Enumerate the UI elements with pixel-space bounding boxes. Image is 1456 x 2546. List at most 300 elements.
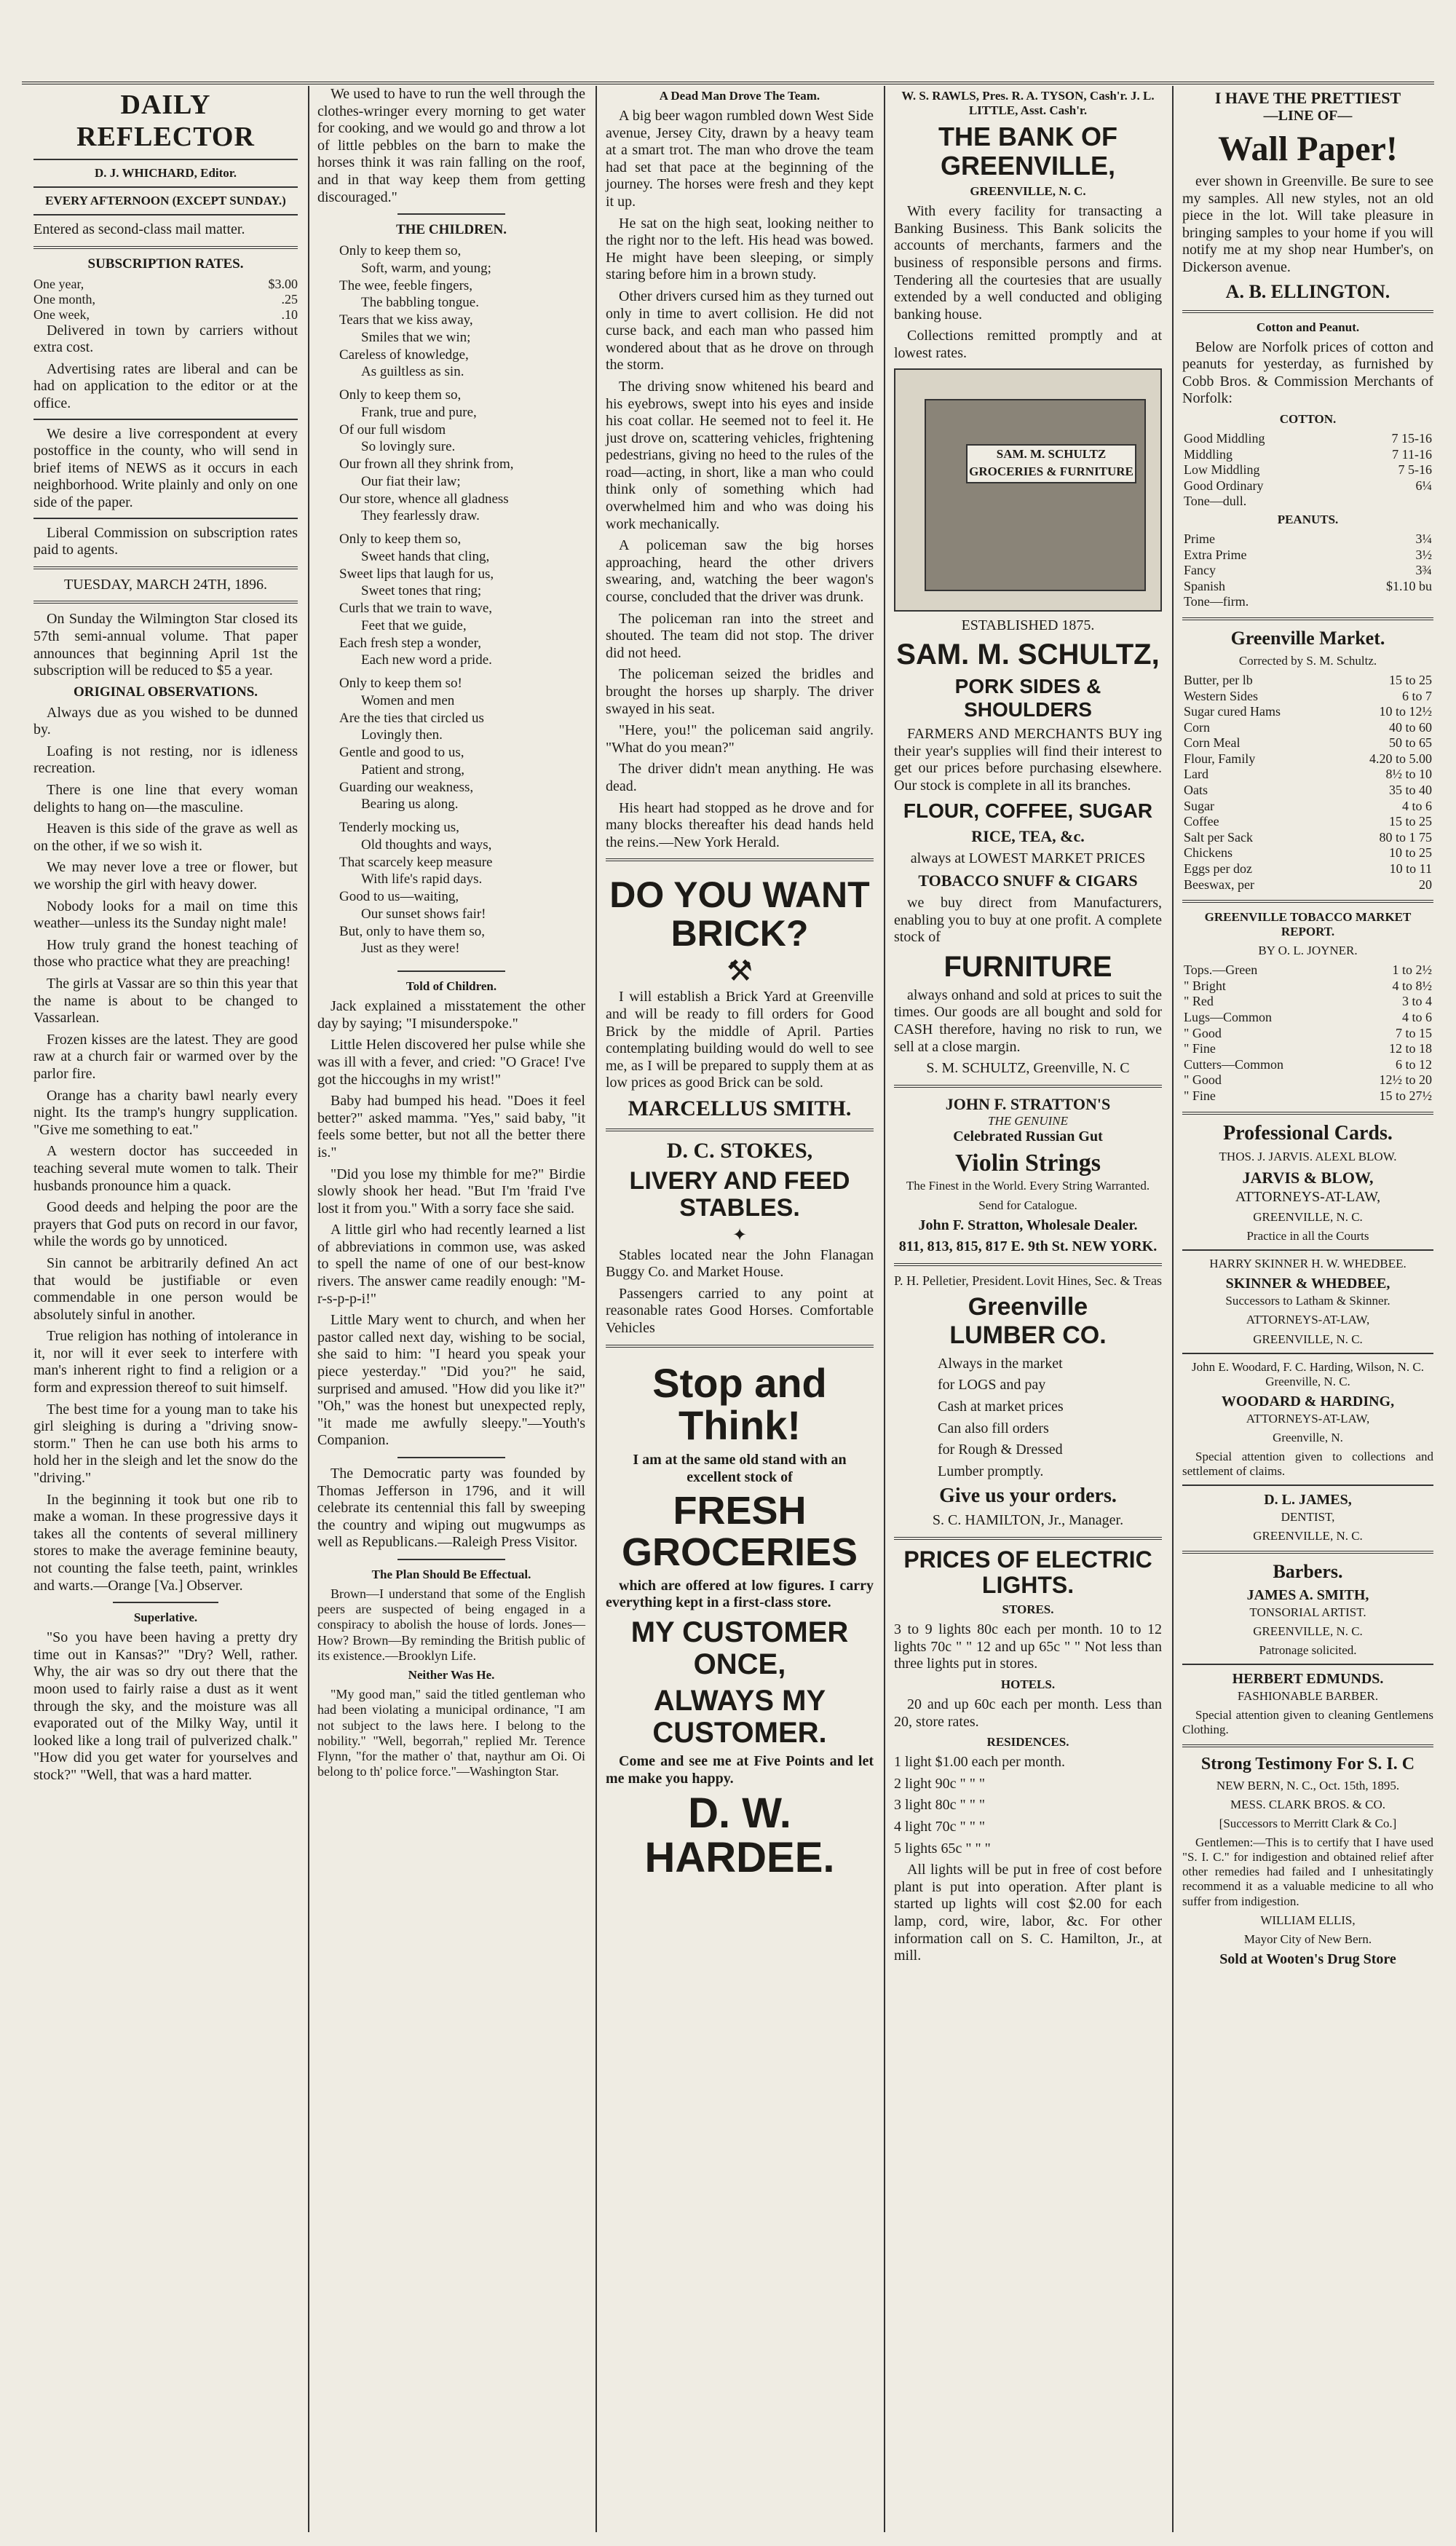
price-row: [1182, 1041, 1433, 1057]
observation-item: The girls at Vassar are so thin this year that the name is about to be changed to Vassarlean.: [33, 976, 298, 1027]
price-label: Good Ordinary: [1184, 478, 1264, 493]
market-heading: Greenville Market.: [1230, 627, 1385, 649]
poem-line: That scarcely keep measure: [339, 854, 493, 870]
james-name: D. L. JAMES,: [1264, 1491, 1352, 1508]
price-label: Oats: [1184, 783, 1208, 798]
flourish-icon: ✦: [732, 1225, 748, 1245]
bank-name: THE BANK OF GREENVILLE,: [938, 122, 1117, 181]
price-value: 7 15-16: [1391, 430, 1432, 446]
price-label: Corn Meal: [1184, 735, 1241, 751]
poem-line: Good to us—waiting,: [339, 889, 459, 905]
superlative-heading: Superlative.: [133, 1610, 198, 1625]
testimony-text: Gentlemen:—This is to certify that I have used "S. I. C." for indigestion and obtained relief after other remedies had failed and I unhesitatingly recommend it as a valuable medicine to all who suffer from indigestion.: [1182, 1835, 1433, 1908]
poem-line: Careless of knowledge,: [339, 347, 469, 363]
smith-role: TONSORIAL ARTIST.: [1249, 1605, 1366, 1619]
poem-line: Curls that we train to wave,: [339, 601, 493, 617]
poem-line: Frank, true and pure,: [361, 404, 477, 420]
divider: [33, 246, 298, 249]
residence-rate: 1 light $1.00 each per month.: [894, 1754, 1065, 1771]
price-row: [1182, 979, 1433, 995]
observation-item: Loafing is not resting, nor is idleness recreation.: [33, 743, 298, 777]
poem-line: Feet that we guide,: [361, 617, 467, 633]
story-paragraph: The driver didn't mean anything. He was dead.: [606, 761, 874, 794]
jarvis-names: THOS. J. JARVIS. ALEXL BLOW.: [1219, 1149, 1397, 1163]
edmunds-role: FASHIONABLE BARBER.: [1237, 1689, 1379, 1704]
price-row: [1182, 799, 1433, 815]
wall-paper-text: ever shown in Greenville. Be sure to see my samples. All new styles, not an old piece in the lot. Will take pleasure in bringing samples to your home if you will notify me at my shop near Humber's, on Dickerson avenue.: [1182, 173, 1433, 275]
woodard-text: Special attention given to collections and settlement of claims.: [1182, 1449, 1433, 1478]
anecdote: Little Helen discovered her pulse while she was ill with a fever, and cried: "O Grace! I've got the hiccoughs in my wrist!": [317, 1037, 585, 1088]
price-row: [1182, 1072, 1433, 1088]
poem-line: Our store, whence all gladness: [339, 491, 509, 507]
observation-item: Good deeds and helping the poor are the prayers that God puts on record in our favor, while the words go by unnoticed.: [33, 1199, 298, 1250]
lumber-title-1: Greenville: [968, 1292, 1088, 1321]
stop-think-headline: Stop and Think!: [652, 1359, 827, 1449]
column-1: [29, 86, 302, 2532]
price-row: [1182, 673, 1433, 689]
rate-row: One week, .10: [33, 307, 298, 322]
price-label: " Good: [1184, 1072, 1222, 1088]
skinner-names: HARRY SKINNER H. W. WHEDBEE.: [1209, 1257, 1406, 1271]
anecdote: Baby had bumped his head. "Does it feel better?" asked mamma. "Yes," said baby, "it feels some better, but not all the better there is.": [317, 1093, 585, 1161]
celebrated-line: Celebrated Russian Gut: [953, 1128, 1103, 1144]
furniture-line: FURNITURE: [943, 950, 1112, 983]
furniture-text: always onhand and sold at prices to suit the times. Our goods are all bought and sold for CASH therefore, having no risk to run, we sell at a close margin.: [894, 987, 1162, 1055]
price-row: [1182, 431, 1433, 447]
story-paragraph: "Here, you!" the policeman said angrily. "What do you mean?": [606, 722, 874, 756]
poem-line: Bearing us along.: [361, 796, 459, 813]
observation-item: Sin cannot be arbitrarily defined An act that would be justifiable or even commendable in one person would be absolutely sinful in another.: [33, 1254, 298, 1323]
tobacco-line: TOBACCO SNUFF & CIGARS: [918, 871, 1138, 890]
divider: [1182, 1551, 1433, 1554]
pork-line: PORK SIDES & SHOULDERS: [954, 675, 1101, 722]
price-label: Low Middling: [1184, 462, 1260, 478]
divider: [606, 1345, 874, 1348]
send-catalogue: Send for Catalogue.: [978, 1198, 1077, 1212]
price-value: 40 to 60: [1388, 719, 1432, 735]
story-paragraph: Other drivers cursed him as they turned out only in time to avert collision. He did not curse back, and each man who passed him wondered about that as he drove on through the storm.: [606, 288, 874, 373]
price-label: " Good: [1184, 1025, 1222, 1040]
price-label: Prime: [1184, 531, 1215, 546]
market-prices: [1182, 673, 1433, 893]
price-value: [1329, 594, 1433, 610]
anecdote: A little girl who had recently learned a list of abbreviations in common use, was asked to spell the name of one of our best-know rivers. The answer came readily enough: "M-r-s-p-p-i!": [317, 1222, 585, 1307]
divider: [33, 214, 298, 216]
poem-line: Our sunset shows fair!: [361, 906, 486, 922]
electric-headline: PRICES OF ELECTRIC LIGHTS.: [903, 1546, 1152, 1599]
divider: [894, 1537, 1162, 1540]
smith-text: Patronage solicited.: [1259, 1643, 1357, 1658]
price-row: [1182, 994, 1433, 1010]
told-of-children: [317, 998, 585, 1450]
price-label: Tone—firm.: [1184, 594, 1249, 609]
stores-text: 3 to 9 lights 80c each per month. 10 to 12 lights 70c " " 12 and up 65c " " Not less than three lights put in stores.: [894, 1621, 1162, 1672]
stratton-dealer: John F. Stratton, Wholesale Dealer.: [918, 1217, 1138, 1233]
price-row: [1182, 767, 1433, 783]
price-value: 4.20 to 5.00: [1369, 751, 1432, 766]
price-row: [1182, 704, 1433, 720]
masthead-title: DAILY REFLECTOR: [76, 90, 255, 152]
price-row: [1182, 1010, 1433, 1026]
poem-line: Gentle and good to us,: [339, 745, 464, 761]
professional-heading: Professional Cards.: [1223, 1121, 1393, 1144]
price-label: Flour, Family: [1184, 751, 1256, 766]
hardee-name: D. W. HARDEE.: [644, 1790, 835, 1882]
woodard-firm: WOODARD & HARDING,: [1221, 1393, 1395, 1410]
tobacco-report-by: BY O. L. JOYNER.: [1258, 944, 1358, 958]
price-row: [1182, 689, 1433, 705]
superlative-text: "So you have been having a pretty dry time out in Kansas?" "Dry? Well, rather. Why, the air was so dry out there that the moon used to fairly raise a dust as it went through the sky, and the moisture was all evaporated out of the Milky Way, until it looked like a long trail of pulverized chalk." "How did you get water for yourselves and stock?" "Well, that was a hard matter.: [33, 1629, 298, 1783]
dateline: TUESDAY, MARCH 24TH, 1896.: [64, 576, 267, 593]
poem-line: Only to keep them so!: [339, 676, 462, 692]
wilmington-item: On Sunday the Wilmington Star closed its 57th semi-annual volume. That paper announces that beginning April 1st the subscription will be reduced to $5 a year.: [33, 611, 298, 679]
testimony-date: NEW BERN, N. C., Oct. 15th, 1895.: [1216, 1779, 1400, 1793]
column-rule: [1172, 86, 1174, 2532]
poem-line: Only to keep them so,: [339, 387, 462, 403]
violin-line: Violin Strings: [955, 1150, 1101, 1177]
divider: [606, 1128, 874, 1131]
price-row: [1182, 494, 1433, 510]
price-label: Chickens: [1184, 845, 1233, 861]
story-paragraph: The policeman ran into the street and shouted. The team did not stop. The driver did not heed.: [606, 610, 874, 661]
poem-line: Old thoughts and ways,: [361, 837, 492, 853]
observation-item: We may never love a tree or flower, but we worship the girl with heavy dower.: [33, 859, 298, 893]
residence-text: All lights will be put in free of cost before plant is put into operation. After plant is started up lights will cost $2.00 for each lamp, cord, wire, labor, &c. For other information call on S. C. Hamilton, Jr., at mill.: [894, 1862, 1162, 1964]
price-value: 3¾: [1415, 563, 1432, 578]
price-value: 3½: [1415, 547, 1432, 562]
subscription-rates: [33, 277, 298, 323]
price-value: [1348, 494, 1433, 510]
observation-item: Heaven is this side of the grave as well as on the other, if we so wish it.: [33, 821, 298, 854]
commission-note: Liberal Commission on subscription rates paid to agents.: [33, 524, 298, 558]
price-label: Western Sides: [1184, 688, 1259, 703]
store-engraving: [894, 368, 1162, 612]
jarvis-location: GREENVILLE, N. C.: [1253, 1210, 1363, 1225]
price-row: [1182, 720, 1433, 736]
divider: [33, 601, 298, 604]
divider: [33, 159, 298, 160]
lumber-line: Always in the market: [938, 1355, 1063, 1372]
told-heading: Told of Children.: [405, 979, 497, 994]
stop-text: I am at the same old stand with an excellent stock of: [633, 1452, 847, 1485]
observation-item: How truly grand the honest teaching of those who practice what they are preaching!: [33, 936, 298, 970]
deadman-heading: A Dead Man Drove The Team.: [659, 89, 820, 103]
price-label: Tone—dull.: [1184, 494, 1247, 509]
story-paragraph: The policeman seized the bridles and brought the horses up sharply. The driver swayed in his seat.: [606, 666, 874, 717]
price-row: [1182, 1088, 1433, 1104]
price-row: [1182, 962, 1433, 979]
finest-line: The Finest in the World. Every String Warranted.: [906, 1179, 1150, 1193]
poem-line: Just as they were!: [361, 941, 460, 957]
price-label: Extra Prime: [1184, 547, 1247, 562]
established-line: ESTABLISHED 1875.: [961, 617, 1095, 633]
price-label: Butter, per lb: [1184, 672, 1253, 687]
woodard-names: John E. Woodard, F. C. Harding, Wilson, N. C. Greenville, N. C.: [1192, 1359, 1424, 1388]
price-row: [1182, 447, 1433, 463]
neither-text: "My good man," said the titled gentleman who had been violating a municipal ordinance, "I am not subject to the laws here. I belong to the nobility." "Well, begorrah," replied Mr. Terence Flynn, "for the mather o' that, naythur am Oi. Oi belong to th' police force."—Washington Star.: [317, 1687, 585, 1779]
wall-paper-headline: Wall Paper!: [1218, 130, 1398, 168]
price-label: Coffee: [1184, 814, 1219, 829]
cotton-subheading: COTTON.: [1279, 411, 1337, 426]
price-value: 1 to 2½: [1392, 962, 1432, 978]
james-role: DENTIST,: [1281, 1509, 1335, 1524]
price-label: Fancy: [1184, 563, 1216, 578]
price-value: 15 to 27½: [1379, 1088, 1432, 1104]
poem-line: Women and men: [361, 692, 455, 708]
price-value: 6¼: [1415, 478, 1432, 493]
poem-line: With life's rapid days.: [361, 871, 483, 887]
rate-row: One month, .25: [33, 291, 298, 307]
price-value: 7 5-16: [1398, 462, 1432, 478]
observation-item: A western doctor has succeeded in teaching several mute women to talk. Their husbands pronounce him a quack.: [33, 1143, 298, 1194]
column-rule: [596, 86, 597, 2532]
price-row: [1182, 877, 1433, 893]
residences-heading: RESIDENCES.: [986, 1735, 1069, 1750]
poem-line: Our frown all they shrink from,: [339, 456, 514, 473]
subscription-heading: SUBSCRIPTION RATES.: [87, 256, 244, 272]
cotton-text: Below are Norfolk prices of cotton and peanuts for yesterday, as furnished by Cobb Bros. & Commission Merchants of Norfolk:: [1182, 339, 1433, 407]
james-location: GREENVILLE, N. C.: [1253, 1528, 1363, 1543]
entered-line: Entered as second-class mail matter.: [33, 221, 245, 237]
lumber-line: for LOGS and pay: [938, 1377, 1046, 1393]
anecdote: Jack explained a misstatement the other day by saying; "I misunderspoke.": [317, 998, 585, 1032]
divider: [1182, 1112, 1433, 1115]
poem-line: Sweet lips that laugh for us,: [339, 566, 494, 582]
buy-text: we buy direct from Manufacturers, enabling you to buy at one profit. A complete stock of: [894, 895, 1162, 946]
poem-line: Guarding our weakness,: [339, 779, 474, 795]
divider: [1182, 900, 1433, 903]
skinner-role: ATTORNEYS-AT-LAW,: [1246, 1313, 1370, 1327]
woodard-role: ATTORNEYS-AT-LAW,: [1246, 1411, 1370, 1426]
smith-location: GREENVILLE, N. C.: [1253, 1624, 1363, 1638]
divider: [1182, 1353, 1433, 1354]
tobacco-report-heading: GREENVILLE TOBACCO MARKET REPORT.: [1204, 910, 1412, 939]
schedule-line: EVERY AFTERNOON (EXCEPT SUNDAY.): [45, 194, 286, 207]
divider: [1182, 310, 1433, 313]
smith-name: JAMES A. SMITH,: [1246, 1586, 1369, 1603]
price-value: 6 to 7: [1401, 688, 1432, 703]
price-label: Lugs—Common: [1184, 1010, 1273, 1025]
testimony-successors: [Successors to Merritt Clark & Co.]: [1219, 1816, 1397, 1831]
poem-line: Our fiat their law;: [361, 473, 461, 489]
price-row: [1182, 462, 1433, 478]
bank-text: With every facility for transacting a Banking Business. This Bank solicits the accounts of merchants, farmers and the business of responsible persons and firms. Tendering all the courtesies that are usually extended by a well conducted and obliging banking house.: [894, 203, 1162, 323]
editor-line: D. J. WHICHARD, Editor.: [94, 166, 237, 180]
williams-role: Mayor City of New Bern.: [1243, 1932, 1372, 1946]
price-value: 4 to 6: [1401, 798, 1432, 813]
dead-man-story: [606, 108, 874, 851]
testimony-address: MESS. CLARK BROS. & CO.: [1230, 1798, 1386, 1812]
divider: [894, 1263, 1162, 1266]
price-label: " Red: [1184, 994, 1214, 1009]
poem-line: Are the ties that circled us: [339, 710, 484, 726]
observation-item: In the beginning it took but one rib to make a woman. In these progressive days it takes all the contents of several millinery stores to make the average feminine beauty, not counting the false teeth, paint, wrinkles and warts.—Orange [Va.] Observer.: [33, 1491, 298, 1594]
williams-name: WILLIAM ELLIS,: [1260, 1913, 1356, 1927]
bank-text-2: Collections remitted promptly and at lowest rates.: [894, 328, 1162, 361]
price-row: [1182, 735, 1433, 751]
delivery-note: Delivered in town by carriers without extra cost.: [33, 322, 298, 356]
newspaper-page: [29, 86, 1438, 2532]
poem-line: So lovingly sure.: [361, 439, 456, 455]
stanza-break: [317, 957, 585, 963]
poem-line: Each fresh step a wonder,: [339, 635, 481, 651]
price-value: 4 to 8½: [1392, 978, 1432, 993]
divider: [894, 1085, 1162, 1088]
poem-line: Tears that we kiss away,: [339, 312, 473, 328]
poem-line: Sweet hands that cling,: [361, 548, 490, 564]
price-value: 4 to 6: [1401, 1010, 1432, 1025]
price-value: 15 to 25: [1388, 672, 1432, 687]
price-value: 7 11-16: [1392, 446, 1432, 462]
poem-line: The babbling tongue.: [361, 295, 479, 311]
lumber-line: for Rough & Dressed: [938, 1442, 1063, 1458]
poem-line: Each new word a pride.: [361, 652, 492, 668]
hamilton-line: S. C. HAMILTON, Jr., Manager.: [932, 1512, 1124, 1529]
always-line: always at LOWEST MARKET PRICES: [910, 850, 1146, 866]
observation-item: The best time for a young man to take his girl sleighing is during a "driving snow-storm." Then he can use both his arms to hold her in the sleigh and let the snow do the "driving.": [33, 1401, 298, 1487]
poem-line: Patient and strong,: [361, 762, 464, 778]
price-row: [1182, 1026, 1433, 1042]
barbers-heading: Barbers.: [1273, 1560, 1343, 1582]
genuine-label: THE GENUINE: [987, 1113, 1069, 1128]
price-value: 10 to 12½: [1379, 704, 1432, 719]
stratton-name: JOHN F. STRATTON'S: [945, 1094, 1111, 1113]
price-row: [1182, 547, 1433, 564]
column-4: [890, 86, 1166, 2532]
stanza-break: [317, 381, 585, 387]
lumber-line: Cash at market prices: [938, 1398, 1064, 1415]
democratic-item: The Democratic party was founded by Thomas Jefferson in 1796, and it will celebrate its centennial this fall by sweeping the country and wiping out mugwumps as well as Republicans.—Raleigh Press Visitor.: [317, 1466, 585, 1551]
story-paragraph: A big beer wagon rumbled down West Side avenue, Jersey City, drawn by a heavy team at a smart trot. The man who drove the team had set that pace at the beginning of the journey. The horses were fresh and they kept it up.: [606, 108, 874, 210]
price-value: 8½ to 10: [1385, 767, 1432, 782]
divider: [397, 970, 505, 972]
customer-line-2: ALWAYS MY CUSTOMER.: [652, 1685, 827, 1749]
column-rule: [308, 86, 309, 2532]
price-row: [1182, 594, 1433, 610]
divider: [1182, 617, 1433, 620]
peanut-subheading: PEANUTS.: [1277, 512, 1339, 526]
price-label: Corn: [1184, 719, 1210, 735]
poem-line: But, only to have them so,: [339, 923, 486, 939]
price-label: Middling: [1184, 446, 1233, 462]
jarvis-firm: JARVIS & BLOW,: [1242, 1168, 1374, 1187]
bank-location: GREENVILLE, N. C.: [970, 184, 1086, 199]
price-value: 10 to 25: [1388, 845, 1432, 861]
stores-heading: STORES.: [1002, 1602, 1054, 1617]
price-value: 10 to 11: [1389, 861, 1432, 877]
plan-heading: The Plan Should Be Effectual.: [371, 1567, 531, 1581]
peanut-prices: [1182, 531, 1433, 610]
sold-line: Sold at Wooten's Drug Store: [1219, 1950, 1396, 1967]
divider: [397, 213, 505, 215]
lumber-title-2: LUMBER CO.: [949, 1321, 1107, 1349]
price-row: [1182, 478, 1433, 494]
divider: [1182, 1744, 1433, 1747]
brick-signature: MARCELLUS SMITH.: [628, 1096, 852, 1120]
edmunds-text: Special attention given to cleaning Gentlemens Clothing.: [1182, 1708, 1433, 1737]
price-label: Cutters—Common: [1184, 1056, 1284, 1072]
price-value: 50 to 65: [1388, 735, 1432, 751]
anvil-icon: ⚒: [727, 954, 753, 988]
ellington-name: A. B. ELLINGTON.: [1225, 280, 1390, 302]
brick-text: I will establish a Brick Yard at Greenville and will be ready to fill orders for Good Brick by the middle of April. Parties contemplating building would do well to see me, as I will be prepared to supply them at as low prices as good Brick can be sold.: [606, 989, 874, 1091]
column-2: [313, 86, 590, 2532]
poem-line: Lovingly then.: [361, 727, 443, 743]
price-label: " Fine: [1184, 1041, 1216, 1056]
jarvis-text: Practice in all the Courts: [1246, 1229, 1369, 1244]
poem-line: Tenderly mocking us,: [339, 820, 459, 836]
price-label: Salt per Sack: [1184, 829, 1253, 845]
price-label: Sugar cured Hams: [1184, 704, 1281, 719]
column-5: [1178, 86, 1438, 2532]
cotton-heading: Cotton and Peanut.: [1256, 320, 1360, 334]
divider: [33, 566, 298, 569]
price-label: Beeswax, per: [1184, 877, 1254, 892]
cotton-prices: [1182, 431, 1433, 510]
schultz-signature: S. M. SCHULTZ, Greenville, N. C: [926, 1060, 1130, 1077]
price-label: Eggs per doz: [1184, 861, 1252, 877]
price-label: Spanish: [1184, 578, 1226, 593]
poem-line: They fearlessly draw.: [361, 508, 480, 524]
price-label: " Bright: [1184, 978, 1226, 993]
divider: [1182, 1664, 1433, 1665]
price-row: [1182, 563, 1433, 579]
poem-line: The wee, feeble fingers,: [339, 277, 473, 293]
brick-headline: DO YOU WANT BRICK?: [609, 874, 870, 954]
bank-officers: W. S. RAWLS, Pres. R. A. TYSON, Cash'r. J. L. LITTLE, Asst. Cash'r.: [901, 89, 1155, 117]
come-text: Come and see me at Five Points and let me make you happy.: [606, 1753, 874, 1787]
poem-line: Smiles that we win;: [361, 329, 471, 345]
building-illustration: [925, 399, 1146, 591]
anecdote: "Did you lose my thimble for me?" Birdie slowly shook her head. "But I'm 'fraid I've lost it from you." With a sorry face she said.: [317, 1166, 585, 1217]
stanza-break: [317, 669, 585, 675]
schultz-name: SAM. M. SCHULTZ,: [896, 639, 1160, 671]
price-value: $1.10 bu: [1386, 578, 1432, 593]
price-value: 7 to 15: [1395, 1025, 1432, 1040]
story-paragraph: He sat on the high seat, looking neither to the right nor to the left. His head was bowed. He might have been sleeping, or simply staring before him in a brown study.: [606, 215, 874, 283]
story-paragraph: The driving snow whitened his beard and his eyebrows, swept into his eyes and inside his coat collar. He seemed not to feel it. He just drove on, scattering vehicles, frightening pedestrians, giving no heed to the rules of the road—acting, in short, like a man who could think only of something which had overwhelmed him and who was doing his work mechanically.: [606, 378, 874, 532]
price-value: 80 to 1 75: [1379, 829, 1432, 845]
customer-line-1: MY CUSTOMER ONCE,: [630, 1616, 849, 1680]
farmers-text: FARMERS AND MERCHANTS BUY ing their year's supplies will find their interest to get our prices before purchasing elsewhere. Our stock is complete in all its branches.: [894, 726, 1162, 794]
observation-item: There is one line that every woman delights to hang on—the masculine.: [33, 782, 298, 815]
divider: [606, 858, 874, 861]
story-paragraph: A policeman saw the big horses approaching, heard the other drivers swearing, and, watching the beer wagon's course, concluded that the driver was drunk.: [606, 537, 874, 606]
skinner-text: Successors to Latham & Skinner.: [1225, 1294, 1390, 1308]
observation-item: Nobody looks for a mail on time this weather—unless its the Sunday night male!: [33, 898, 298, 932]
divider: [33, 518, 298, 519]
poem-line: Only to keep them so,: [339, 531, 462, 547]
observation-item: Orange has a charity bawl nearly every night. Its the tramp's hungry supplication. "Give me something to eat.": [33, 1087, 298, 1138]
story-paragraph: His heart had stopped as he drove and for many blocks thereafter his dead hands held the reins.—New York Herald.: [606, 799, 874, 850]
original-heading: ORIGINAL OBSERVATIONS.: [73, 684, 258, 700]
price-label: " Fine: [1184, 1088, 1216, 1104]
woodard-location: Greenville, N.: [1273, 1430, 1343, 1444]
residence-rate: 2 light 90c " " ": [894, 1775, 986, 1792]
hotels-heading: HOTELS.: [1000, 1677, 1056, 1692]
divider: [1182, 1249, 1433, 1251]
price-value: 12 to 18: [1388, 1041, 1432, 1056]
lumber-officers: P. H. Pelletier, President. Lovit Hines, Sec. & Treas: [894, 1273, 1162, 1288]
price-label: Sugar: [1184, 798, 1214, 813]
stanza-break: [317, 525, 585, 531]
original-observations: [33, 705, 298, 1595]
stokes-text: Stables located near the John Flanagan Buggy Co. and Market House.: [606, 1246, 874, 1281]
price-label: Lard: [1184, 767, 1208, 782]
residence-rates: [894, 1754, 1162, 1857]
price-row: [1182, 845, 1433, 861]
divider: [1182, 1484, 1433, 1486]
